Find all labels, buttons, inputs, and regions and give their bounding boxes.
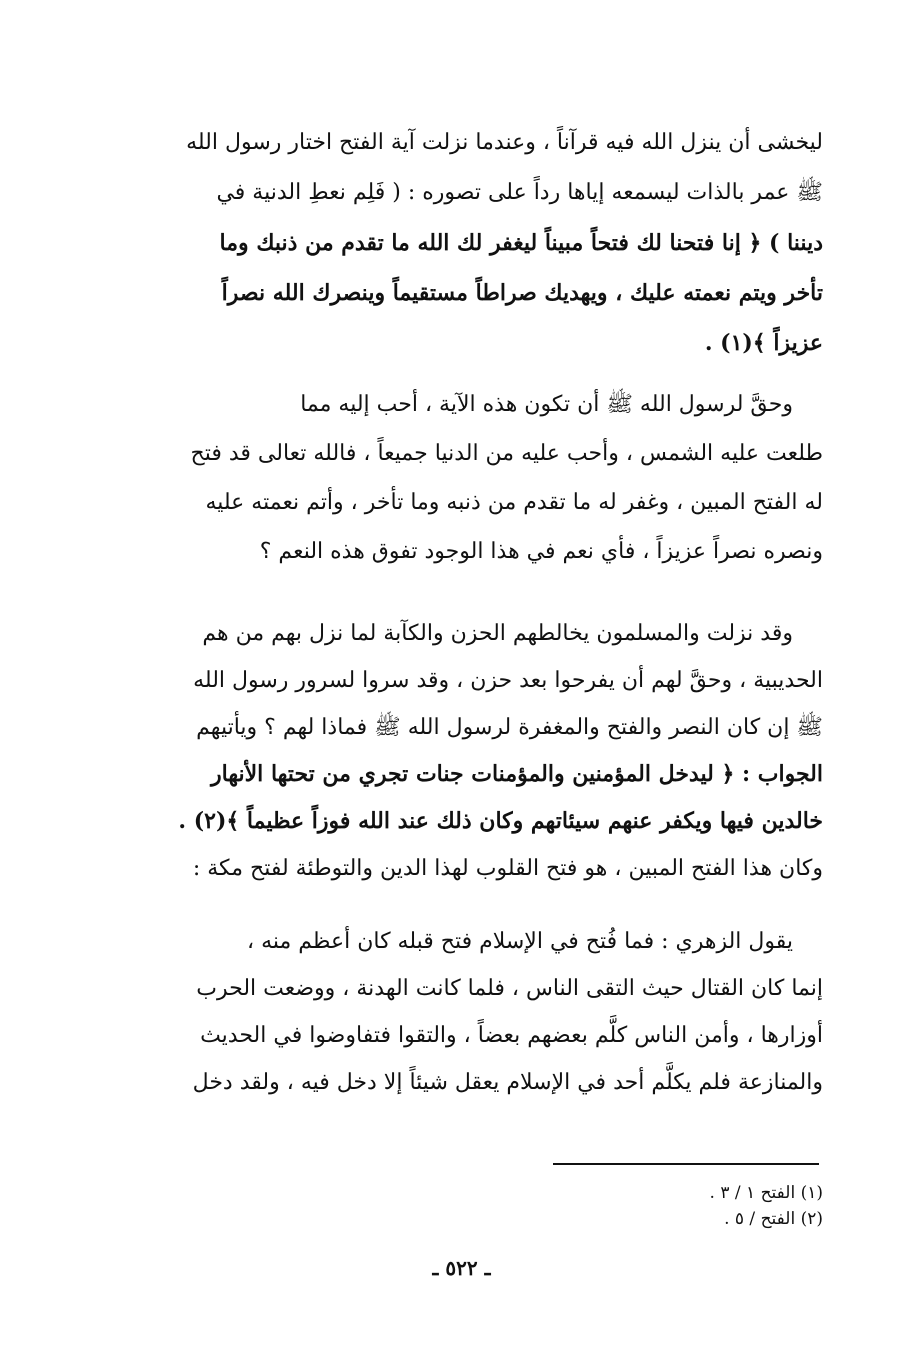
quran-verse-line: عزيزاً ﴾(١) . [704,330,823,356]
quran-verse-line: ديننا ) ﴿ إنا فتحنا لك فتحاً مبيناً ليغفر لك الله ما تقدم من ذنبك وما [219,230,823,256]
quran-verse-line: تأخر ويتم نعمته عليك ، ويهديك صراطاً مستقيماً وينصرك الله نصراً [221,280,823,306]
paragraph-2 [100,380,823,576]
text-line: أوزارها ، وأمن الناس كلَّم بعضهم بعضاً ، والتقوا فتفاوضوا في الحديث [200,1023,823,1048]
text-line: ليخشى أن ينزل الله فيه قرآناً ، وعندما نزلت آية الفتح اختار رسول الله [186,130,823,155]
page-number: ـ ٥٢٢ ـ [432,1256,491,1280]
text-line: وكان هذا الفتح المبين ، هو فتح القلوب لهذا الدين والتوطئة لفتح مكة : [192,856,823,881]
paragraph-1 [100,118,823,368]
text-line: له الفتح المبين ، وغفر له ما تقدم من ذنبه وما تأخر ، وأتم نعمته عليه [205,490,823,515]
quran-verse-line: الجواب : ﴿ ليدخل المؤمنين والمؤمنات جنات تجري من تحتها الأنهار [211,761,823,787]
text-line: يقول الزهري : فما فُتح في الإسلام فتح قبله كان أعظم منه ، [246,929,793,954]
text-line: وقد نزلت والمسلمون يخالطهم الحزن والكآبة لما نزل بهم من هم [202,621,793,646]
text-line: وحقَّ لرسول الله ﷺ أن تكون هذه الآية ، أحب إليه مما [300,392,793,417]
text-line: ﷺ عمر بالذات ليسمعه إياها رداً على تصوره : ( فَلِم نعطِ الدنية في [216,180,823,205]
footnote-divider [553,1163,819,1165]
paragraph-3 [100,610,823,892]
text-line: طلعت عليه الشمس ، وأحب عليه من الدنيا جميعاً ، فالله تعالى قد فتح [190,441,823,466]
footnote-2: (٢) الفتح / ٥ . [724,1209,823,1229]
footnotes [523,1180,823,1232]
text-line: ﷺ إن كان النصر والفتح والمغفرة لرسول الله ﷺ فماذا لهم ؟ ويأتيهم [196,715,823,740]
quran-verse-line: خالدين فيها ويكفر عنهم سيئاتهم وكان ذلك عند الله فوزاً عظيماً ﴾(٢) . [178,808,823,834]
text-line: ونصره نصراً عزيزاً ، فأي نعم في هذا الوجود تفوق هذه النعم ؟ [259,539,823,564]
text-line: والمنازعة فلم يكلَّم أحد في الإسلام يعقل شيئاً إلا دخل فيه ، ولقد دخل [192,1070,823,1095]
text-line: إنما كان القتال حيث التقى الناس ، فلما كانت الهدنة ، ووضعت الحرب [196,976,823,1001]
footnote-1: (١) الفتح ١ / ٣ . [709,1183,823,1203]
paragraph-4 [100,918,823,1106]
text-line: الحديبية ، وحقَّ لهم أن يفرحوا بعد حزن ، وقد سروا لسرور رسول الله [193,668,823,693]
